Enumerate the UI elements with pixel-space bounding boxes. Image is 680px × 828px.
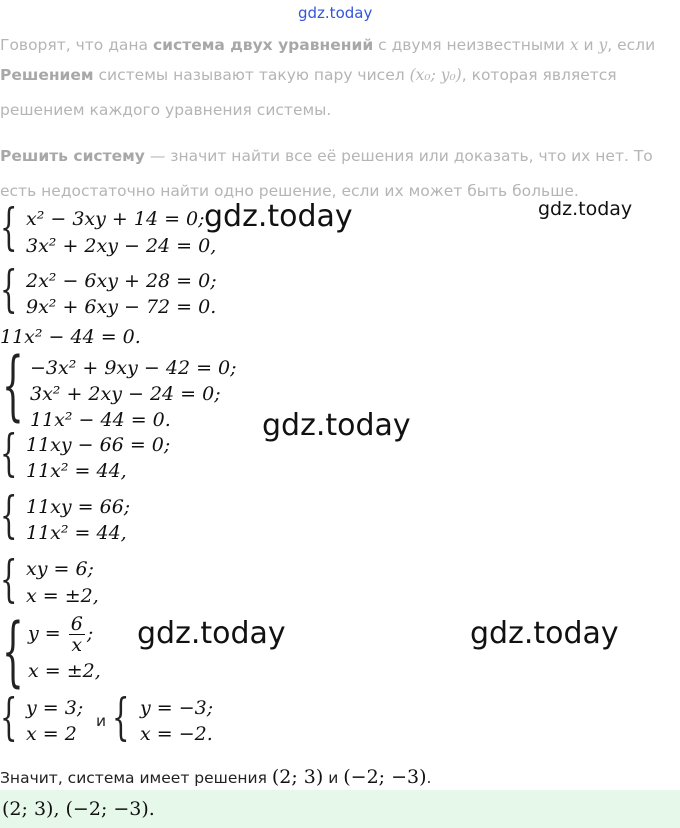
eq-2a: 2x² − 6xy + 28 = 0;	[26, 270, 217, 292]
watermark-4: gdz.today	[137, 616, 286, 651]
intro-line-1: Говорят, что дана система двух уравнений с двумя неизвестными x и y, если	[0, 36, 656, 54]
system-brace: {	[112, 688, 130, 746]
eq-5a: 11xy − 66 = 0;	[26, 434, 171, 456]
eq-9c: y = −3;	[140, 697, 214, 719]
answer: (2; 3), (−2; −3).	[2, 798, 155, 820]
intro-line-2: Решением системы называют такую пару чисел (x₀; y₀), которая является	[0, 66, 617, 84]
intro-line-4: Решить систему — значит найти все её решения или доказать, что их нет. То	[0, 147, 653, 165]
eq-4c: 11x² − 44 = 0.	[30, 409, 171, 431]
eq-7a: xy = 6;	[26, 558, 94, 580]
and-word: и	[96, 712, 107, 730]
watermark-5: gdz.today	[470, 616, 619, 651]
eq-9d: x = −2.	[140, 723, 213, 745]
eq-6a: 11xy = 66;	[26, 496, 131, 518]
eq-7b: x = ±2,	[26, 585, 99, 607]
watermark-1: gdz.today	[204, 199, 353, 234]
eq-3: 11x² − 44 = 0.	[0, 326, 141, 348]
system-brace: {	[0, 198, 18, 256]
system-brace: {	[0, 486, 18, 544]
system-brace: {	[0, 688, 18, 746]
conclusion: Значит, система имеет решения (2; 3) и (−2; −3).	[0, 766, 432, 788]
eq-5b: 11x² = 44,	[26, 460, 127, 482]
system-brace: {	[0, 550, 18, 608]
eq-1a: x² − 3xy + 14 = 0;	[26, 208, 205, 230]
eq-2b: 9x² + 6xy − 72 = 0.	[26, 296, 217, 318]
eq-1b: 3x² + 2xy − 24 = 0,	[26, 235, 217, 257]
eq-6b: 11x² = 44,	[26, 522, 127, 544]
system-brace: {	[0, 260, 18, 318]
intro-line-5: есть недостаточно найти одно решение, если их может быть больше.	[0, 182, 579, 200]
system-brace: {	[0, 424, 18, 482]
eq-4b: 3x² + 2xy − 24 = 0;	[30, 383, 221, 405]
watermark-3: gdz.today	[262, 408, 411, 443]
eq-8a: y = $\frac{6}{x}$ ;	[28, 613, 94, 656]
watermark-top: gdz.today	[298, 4, 373, 22]
eq-9b: x = 2	[26, 723, 77, 745]
eq-9a: y = 3;	[26, 697, 84, 719]
intro-line-3: решением каждого уравнения системы.	[0, 101, 332, 119]
eq-8b: x = ±2,	[28, 660, 101, 682]
system-brace: {	[2, 606, 24, 695]
eq-4a: −3x² + 9xy − 42 = 0;	[30, 357, 237, 379]
watermark-2: gdz.today	[538, 198, 633, 220]
system-brace: {	[2, 340, 24, 429]
